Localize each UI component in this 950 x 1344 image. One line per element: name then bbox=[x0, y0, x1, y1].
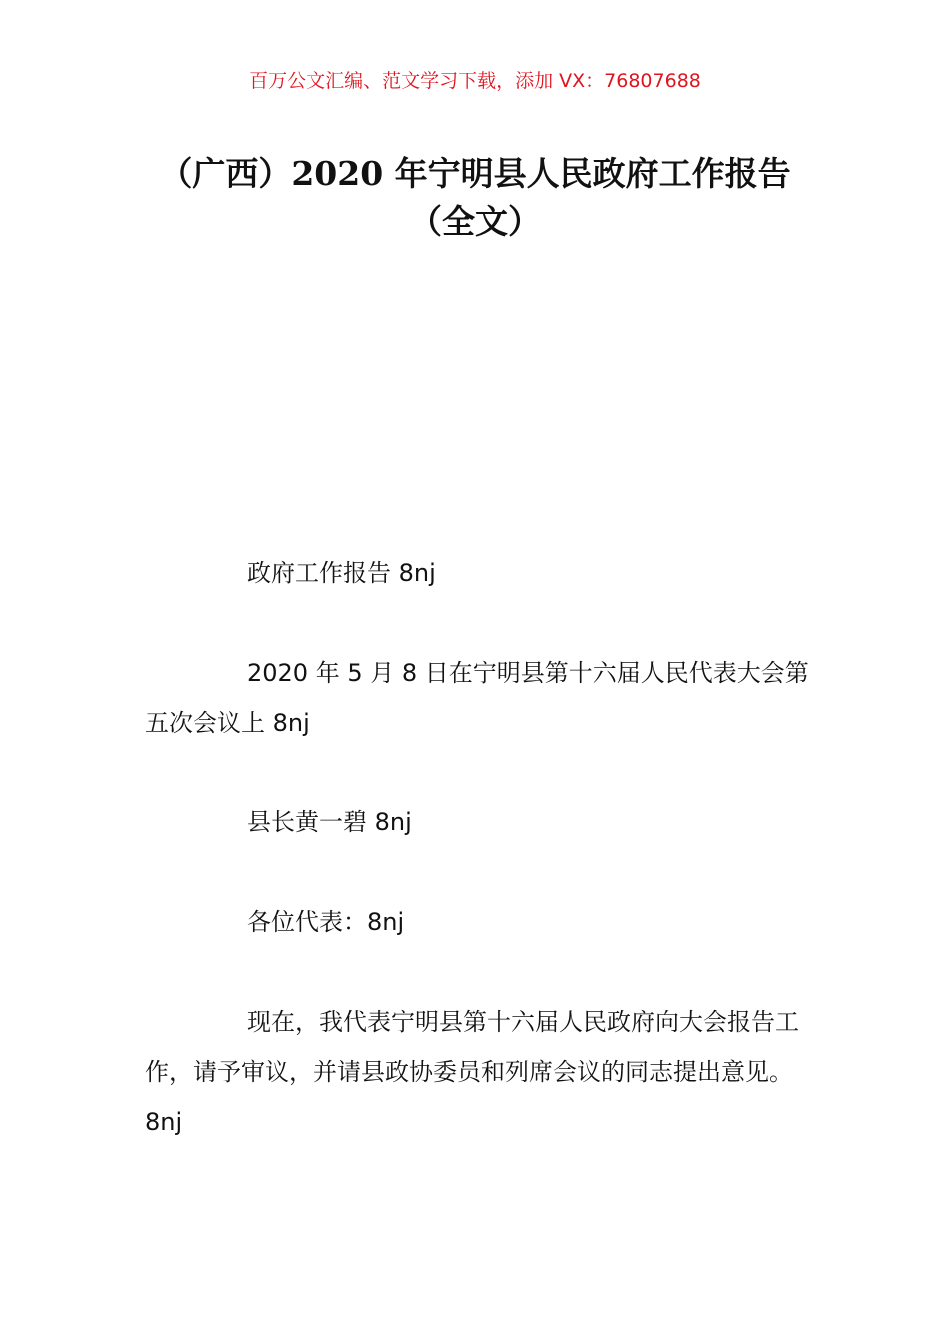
title-line-1: （广西）2020 年宁明县人民政府工作报告 bbox=[159, 154, 791, 193]
paragraph-salutation: 各位代表：8nj bbox=[247, 908, 405, 936]
title-line-2: （全文） bbox=[409, 202, 541, 241]
document-title bbox=[0, 150, 950, 246]
paragraph-report-name: 政府工作报告 8nj bbox=[247, 559, 436, 587]
paragraph-speaker: 县长黄一碧 8nj bbox=[247, 808, 412, 836]
paragraph-date-meeting: 2020 年 5 月 8 日在宁明县第十六届人民代表大会第五次会议上 8nj bbox=[145, 659, 809, 737]
header-watermark: 百万公文汇编、范文学习下载，添加 VX：76807688 bbox=[249, 70, 701, 92]
paragraph-opening: 现在，我代表宁明县第十六届人民政府向大会报告工作，请予审议，并请县政协委员和列席会议的同志提出意见。8nj bbox=[145, 1008, 799, 1136]
